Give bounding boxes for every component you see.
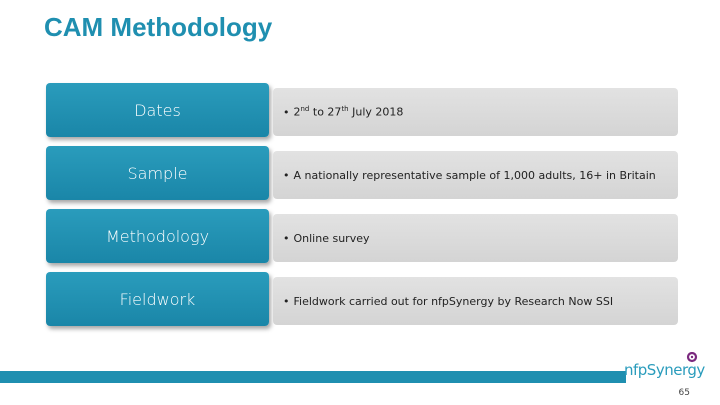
- row-desc-dates: [273, 88, 678, 136]
- bullet-icon: •: [283, 105, 290, 119]
- row-desc-sample: [273, 151, 678, 199]
- row-label-methodology: Methodology: [46, 209, 269, 263]
- bullet-icon: •: [283, 294, 290, 308]
- row-label-sample: Sample: [46, 146, 269, 200]
- footer-bar: [0, 371, 626, 383]
- row-dates: [46, 83, 678, 137]
- bullet-icon: •: [283, 231, 290, 245]
- bullet-icon: •: [283, 168, 290, 182]
- row-sample: [46, 146, 678, 200]
- row-label-fieldwork: Fieldwork: [46, 272, 269, 326]
- row-methodology: [46, 209, 678, 263]
- sample-text: A nationally representative sample of 1,000 adults, 16+ in Britain: [293, 168, 656, 182]
- nfpsynergy-logo: [622, 352, 718, 386]
- row-desc-methodology: [273, 214, 678, 262]
- row-desc-fieldwork: [273, 277, 678, 325]
- row-fieldwork: [46, 272, 678, 326]
- methodology-text: Online survey: [293, 231, 370, 245]
- row-label-dates: Dates: [46, 83, 269, 137]
- dates-text: 2nd to 27th July 2018: [293, 105, 404, 119]
- fieldwork-text: Fieldwork carried out for nfpSynergy by Research Now SSI: [293, 294, 614, 308]
- page-number: 65: [678, 388, 690, 398]
- logo-text: nfpSynergy: [624, 361, 705, 379]
- page-title: CAM Methodology: [44, 12, 273, 42]
